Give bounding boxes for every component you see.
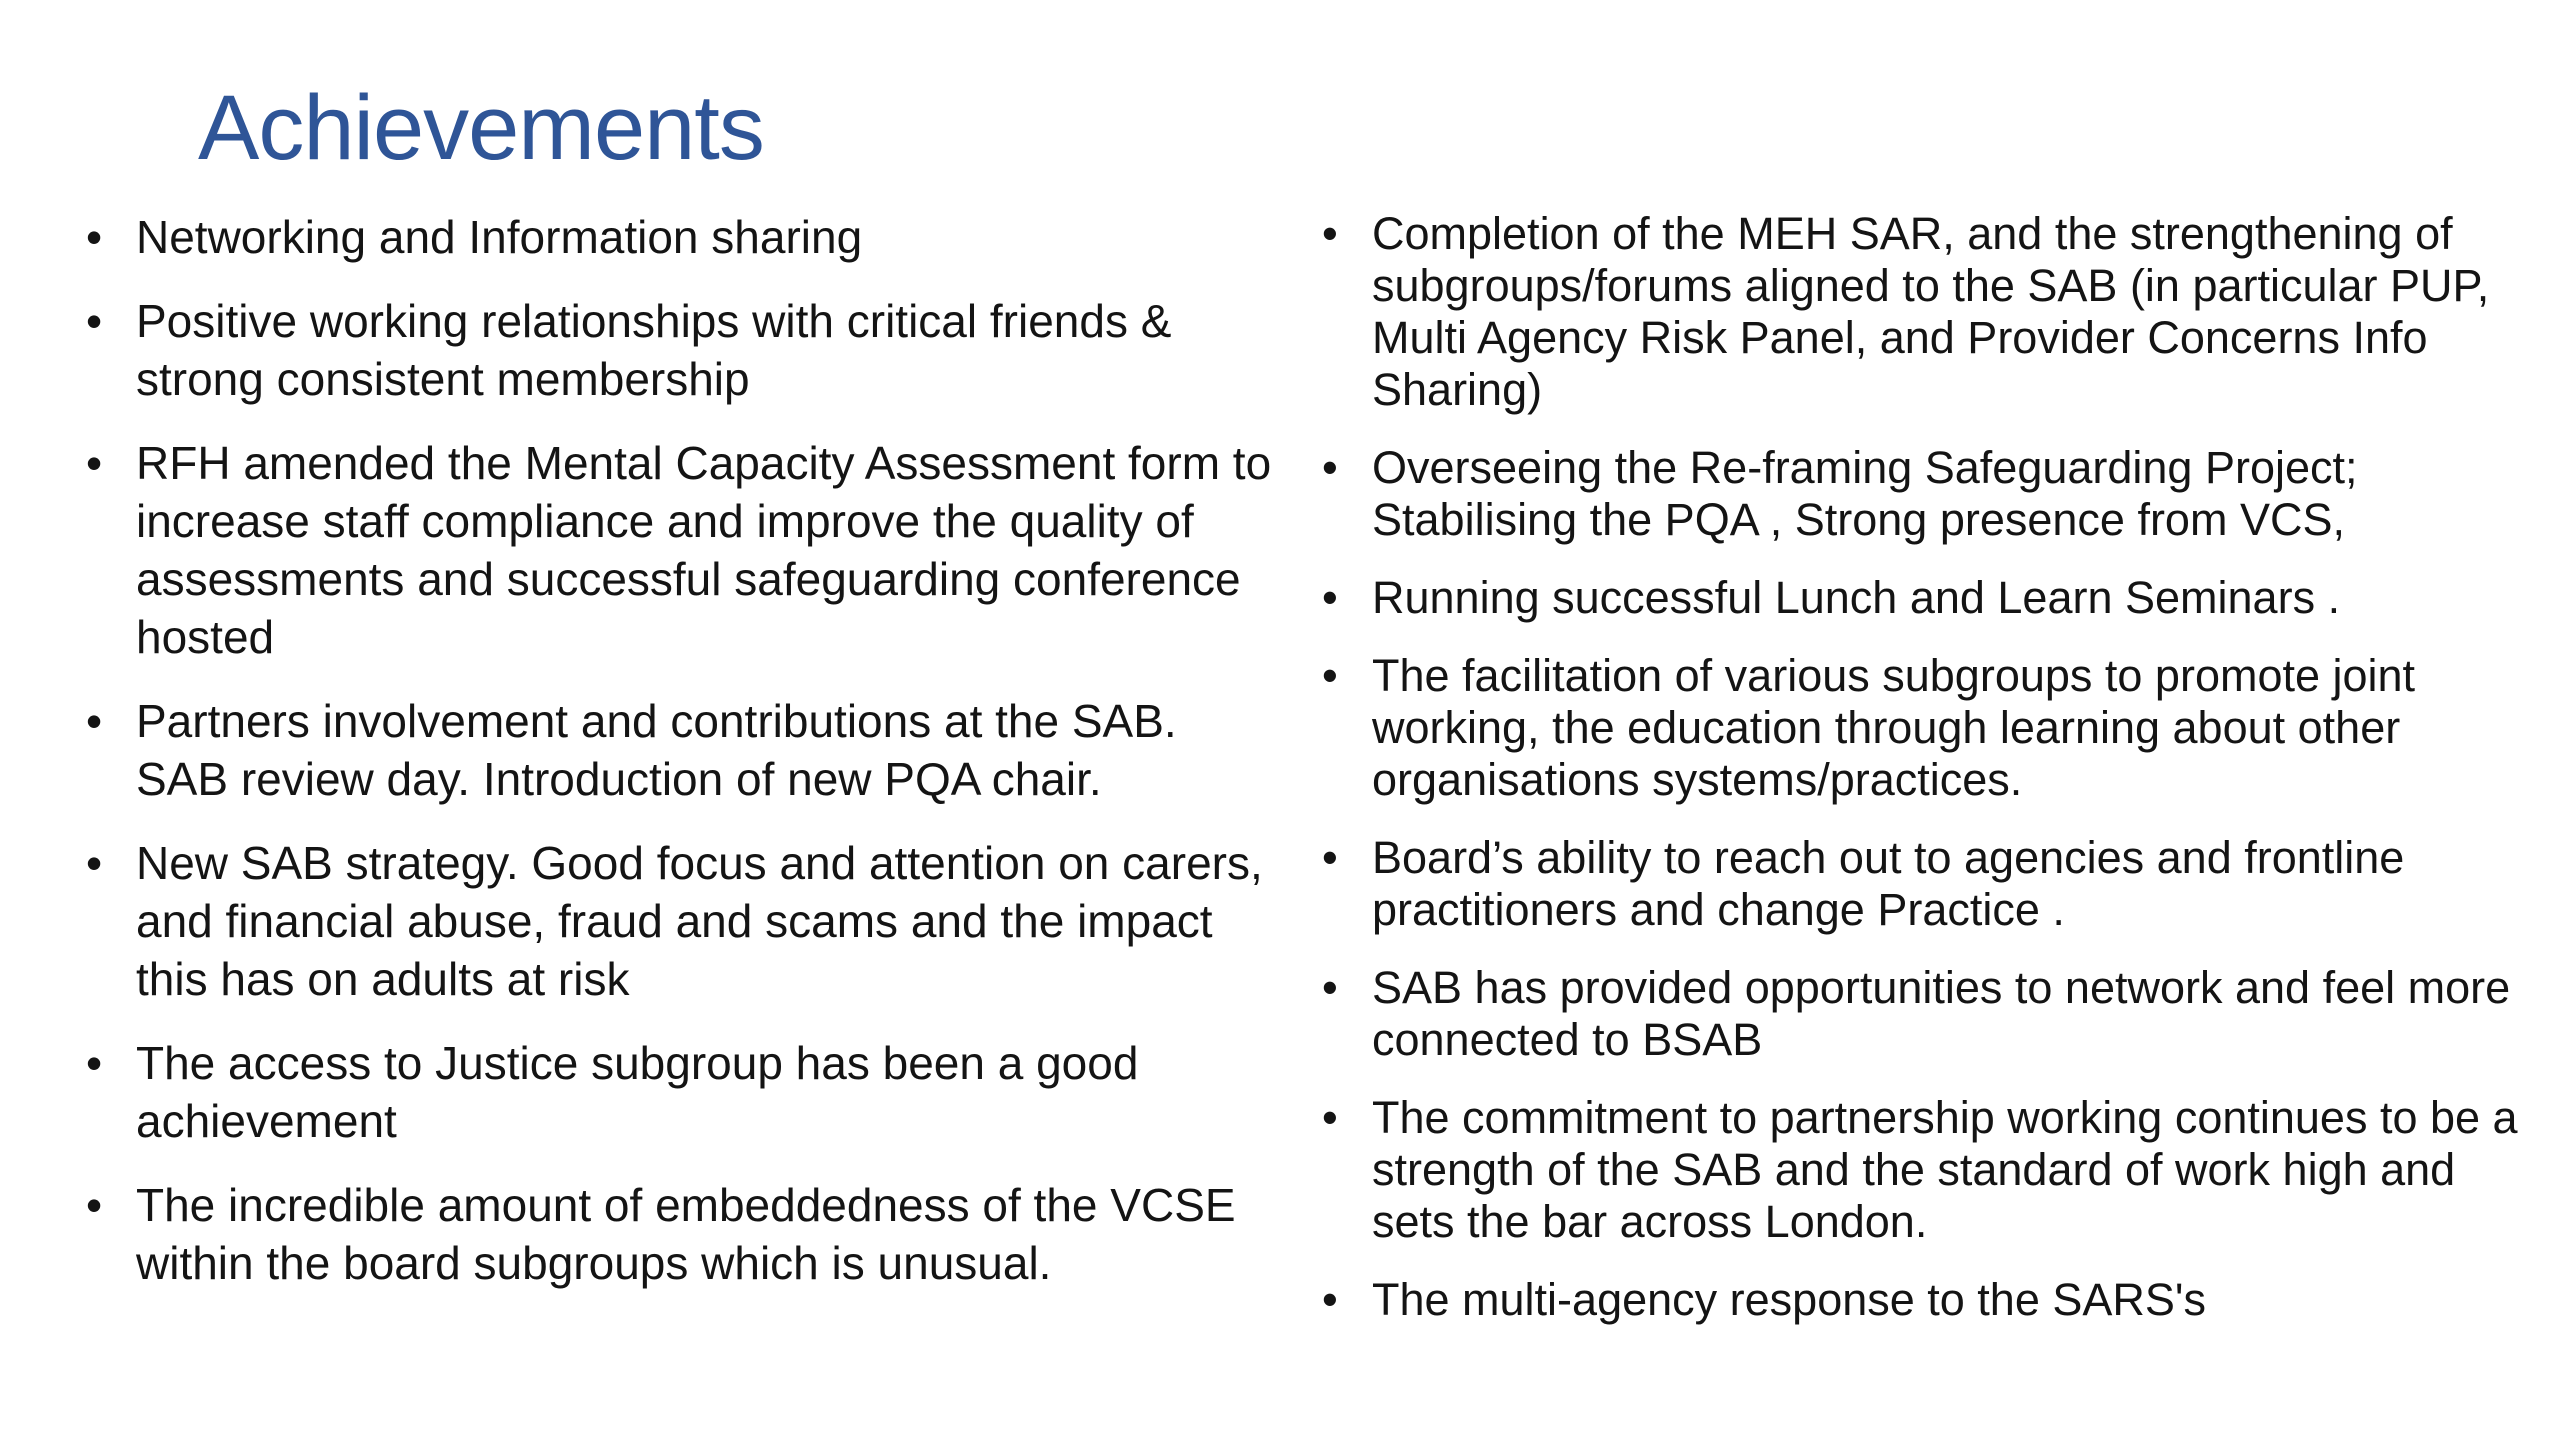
- list-item: [1322, 1092, 2537, 1248]
- list-item: [1322, 442, 2537, 546]
- list-item-text: Partners involvement and contributions at the SAB. SAB review day. Introduction of new PQA chair.: [136, 695, 1177, 805]
- bullet-icon: •: [86, 295, 103, 347]
- bullet-icon: •: [86, 1037, 103, 1089]
- list-item: [86, 208, 1276, 266]
- list-item: [86, 1034, 1276, 1150]
- list-item-text: New SAB strategy. Good focus and attention on carers, and financial abuse, fraud and scams and the impact this has on adults at risk: [136, 837, 1263, 1005]
- list-item: [86, 692, 1276, 808]
- bullet-icon: •: [86, 211, 103, 263]
- slide-title: Achievements: [198, 77, 764, 179]
- list-item: [1322, 572, 2537, 624]
- list-item-text: Completion of the MEH SAR, and the strengthening of subgroups/forums aligned to the SAB (in particular PUP, Multi Agency Risk Panel, and Provider Concerns Info Sharing): [1372, 208, 2490, 415]
- list-item-text: The facilitation of various subgroups to promote joint working, the education through learning about other organisations systems/practices.: [1372, 650, 2416, 805]
- bullet-icon: •: [86, 437, 103, 489]
- list-item: [86, 434, 1276, 666]
- list-item-text: SAB has provided opportunities to network and feel more connected to BSAB: [1372, 962, 2511, 1065]
- list-item-text: Board’s ability to reach out to agencies and frontline practitioners and change Practice .: [1372, 832, 2405, 935]
- bullet-icon: •: [86, 1179, 103, 1231]
- list-item: [1322, 1274, 2537, 1326]
- list-item-text: Running successful Lunch and Learn Seminars .: [1372, 572, 2341, 623]
- bullet-icon: •: [1322, 442, 1338, 493]
- list-item-text: The commitment to partnership working continues to be a strength of the SAB and the standard of work high and sets the bar across London.: [1372, 1092, 2518, 1247]
- bullet-icon: •: [1322, 572, 1338, 623]
- list-item-text: Overseeing the Re-framing Safeguarding Project; Stabilising the PQA , Strong presence from VCS,: [1372, 442, 2358, 545]
- list-item: [86, 1176, 1276, 1292]
- list-item-text: Positive working relationships with critical friends & strong consistent membership: [136, 295, 1172, 405]
- bullet-icon: •: [1322, 962, 1338, 1013]
- list-item: [86, 292, 1276, 408]
- bullet-icon: •: [86, 837, 103, 889]
- right-bullet-list: [1322, 208, 2537, 1352]
- bullet-icon: •: [1322, 650, 1338, 701]
- list-item: [1322, 650, 2537, 806]
- list-item: [1322, 208, 2537, 416]
- bullet-icon: •: [86, 695, 103, 747]
- list-item: [1322, 832, 2537, 936]
- list-item: [86, 834, 1276, 1008]
- bullet-icon: •: [1322, 1092, 1338, 1143]
- list-item-text: Networking and Information sharing: [136, 211, 863, 263]
- left-bullet-list: [86, 208, 1276, 1318]
- bullet-icon: •: [1322, 208, 1338, 259]
- list-item-text: The access to Justice subgroup has been a good achievement: [136, 1037, 1139, 1147]
- bullet-icon: •: [1322, 832, 1338, 883]
- list-item-text: RFH amended the Mental Capacity Assessment form to increase staff compliance and improve the quality of assessments and successful safeguarding conference hosted: [136, 437, 1272, 663]
- list-item-text: The incredible amount of embeddedness of the VCSE within the board subgroups which is unusual.: [136, 1179, 1236, 1289]
- list-item-text: The multi-agency response to the SARS's: [1372, 1274, 2206, 1325]
- list-item: [1322, 962, 2537, 1066]
- bullet-icon: •: [1322, 1274, 1338, 1325]
